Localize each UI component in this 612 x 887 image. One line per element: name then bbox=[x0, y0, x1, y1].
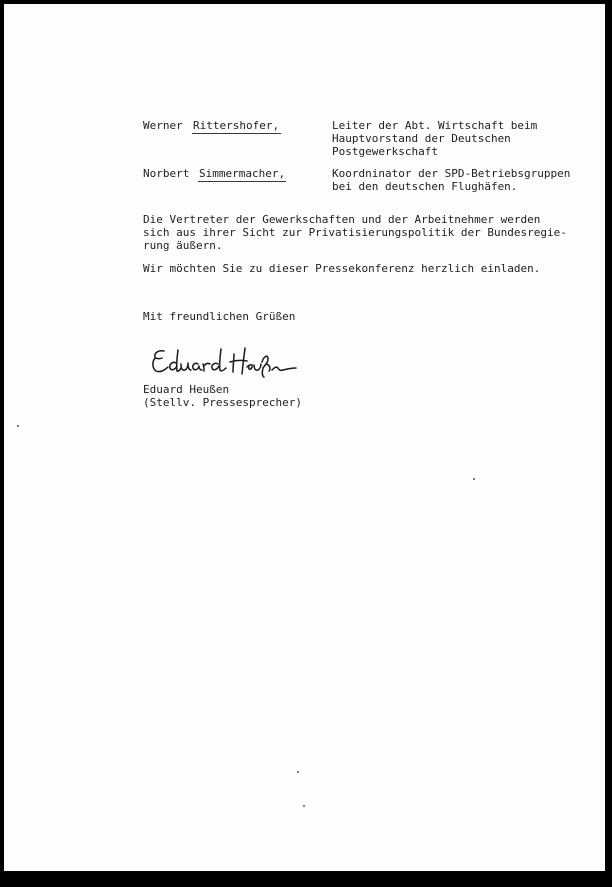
body-paragraph-line-3: rung äußern. bbox=[143, 239, 223, 252]
participant-1-first-name: Werner bbox=[143, 119, 183, 132]
scan-speck bbox=[303, 805, 305, 807]
body-paragraph-line-2: sich aus ihrer Sicht zur Privatisierungspolitik der Bundesregie- bbox=[143, 226, 567, 239]
signer-title: (Stellv. Pressesprecher) bbox=[143, 396, 302, 409]
participant-2-name-underline bbox=[198, 181, 286, 182]
handwritten-signature bbox=[150, 344, 300, 378]
participant-2-last-name: Simmermacher, bbox=[199, 167, 286, 180]
participant-2-role-line-2: bei den deutschen Flughäfen. bbox=[332, 180, 518, 193]
signer-name: Eduard Heußen bbox=[143, 383, 230, 396]
participant-1-role-line-2: Hauptvorstand der Deutschen bbox=[332, 132, 511, 145]
scan-speck bbox=[473, 478, 475, 480]
document-page bbox=[4, 4, 605, 871]
body-paragraph-line-1: Die Vertreter der Gewerkschaften und der Arbeitnehmer werden bbox=[143, 213, 541, 226]
invitation-text: Wir möchten Sie zu dieser Pressekonferenz herzlich einladen. bbox=[143, 262, 541, 275]
scan-speck bbox=[297, 771, 299, 773]
participant-2-role-line-1: Koordninator der SPD-Betriebsgruppen bbox=[332, 167, 571, 180]
closing-greeting: Mit freundlichen Grüßen bbox=[143, 310, 296, 323]
participant-1-name-underline bbox=[192, 133, 281, 134]
participant-1-last-name: Rittershofer, bbox=[193, 119, 280, 132]
participant-1-role-line-3: Postgewerkschaft bbox=[332, 145, 438, 158]
participant-2-first-name: Norbert bbox=[143, 167, 190, 180]
scan-speck bbox=[17, 425, 19, 427]
participant-1-role-line-1: Leiter der Abt. Wirtschaft beim bbox=[332, 119, 538, 132]
